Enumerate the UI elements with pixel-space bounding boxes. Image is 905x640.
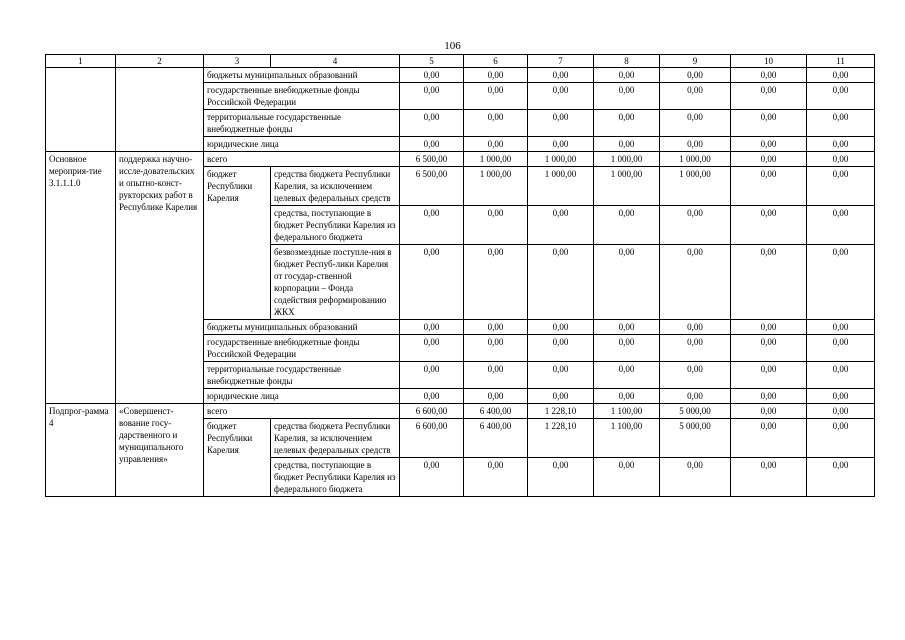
source-label: бюджеты муниципальных образований [204,68,400,83]
value-cell: 1 100,00 [594,404,660,419]
value-cell: 0,00 [528,137,594,152]
value-cell: 0,00 [807,152,875,167]
value-cell: 0,00 [731,83,807,110]
value-cell: 1 000,00 [528,167,594,206]
value-cell: 6 600,00 [400,404,464,419]
value-cell: 0,00 [660,83,731,110]
value-cell: 0,00 [400,458,464,497]
value-cell: 1 000,00 [464,167,528,206]
total-label: всего [204,152,400,167]
budget-label: бюджет Республики Карелия [204,167,271,320]
total-label: всего [204,404,400,419]
value-cell: 0,00 [594,68,660,83]
value-cell: 0,00 [400,68,464,83]
value-cell: 0,00 [731,419,807,458]
value-cell: 1 228,10 [528,404,594,419]
value-cell: 1 228,10 [528,419,594,458]
value-cell: 0,00 [400,320,464,335]
column-header: 9 [660,55,731,68]
source-label: юридические лица [204,137,400,152]
value-cell: 0,00 [594,335,660,362]
value-cell: 0,00 [400,335,464,362]
value-cell: 0,00 [464,458,528,497]
value-cell: 6 500,00 [400,152,464,167]
value-cell: 0,00 [807,167,875,206]
value-cell: 5 000,00 [660,419,731,458]
column-header: 1 [46,55,116,68]
source-label: территориальные государственные внебюджетные фонды [204,110,400,137]
source-label: территориальные государственные внебюджетные фонды [204,362,400,389]
table-row [46,404,875,419]
value-cell: 5 000,00 [660,404,731,419]
value-cell: 0,00 [594,389,660,404]
value-cell: 0,00 [594,137,660,152]
value-cell: 0,00 [464,83,528,110]
value-cell: 1 000,00 [594,167,660,206]
value-cell: 6 400,00 [464,404,528,419]
value-cell: 0,00 [807,389,875,404]
source-label: государственные внебюджетные фонды Российской Федерации [204,335,400,362]
value-cell: 0,00 [660,137,731,152]
source-label: средства, поступающие в бюджет Республики Карелия из федерального бюджета [271,206,400,245]
continuation-col2 [116,68,204,152]
value-cell: 0,00 [594,206,660,245]
value-cell: 0,00 [528,458,594,497]
value-cell: 0,00 [400,362,464,389]
value-cell: 0,00 [731,458,807,497]
value-cell: 0,00 [807,458,875,497]
value-cell: 0,00 [807,83,875,110]
column-header: 5 [400,55,464,68]
value-cell: 0,00 [731,206,807,245]
source-label: средства бюджета Республики Карелия, за исключением целевых федеральных средств [271,167,400,206]
value-cell: 1 000,00 [528,152,594,167]
column-header: 3 [204,55,271,68]
value-cell: 0,00 [807,320,875,335]
value-cell: 0,00 [731,152,807,167]
value-cell: 0,00 [807,68,875,83]
value-cell: 0,00 [594,110,660,137]
source-label: безвозмездные поступле-ния в бюджет Респуб-лики Карелия от государ-ственной корпорации – Фонда содействия реформированию ЖКХ [271,245,400,320]
value-cell: 0,00 [660,335,731,362]
value-cell: 0,00 [807,245,875,320]
value-cell: 1 000,00 [660,152,731,167]
value-cell: 6 600,00 [400,419,464,458]
value-cell: 6 500,00 [400,167,464,206]
value-cell: 1 000,00 [594,152,660,167]
value-cell: 0,00 [660,68,731,83]
value-cell: 0,00 [464,110,528,137]
value-cell: 0,00 [807,137,875,152]
value-cell: 0,00 [594,245,660,320]
value-cell: 0,00 [464,245,528,320]
value-cell: 0,00 [660,389,731,404]
column-header: 7 [528,55,594,68]
value-cell: 0,00 [807,206,875,245]
source-label: юридические лица [204,389,400,404]
value-cell: 0,00 [528,389,594,404]
value-cell: 0,00 [464,68,528,83]
value-cell: 0,00 [731,110,807,137]
value-cell: 0,00 [807,335,875,362]
table-row [46,55,875,68]
value-cell: 0,00 [400,137,464,152]
value-cell: 0,00 [400,206,464,245]
value-cell: 0,00 [660,362,731,389]
value-cell: 0,00 [660,245,731,320]
value-cell: 0,00 [528,83,594,110]
column-header: 4 [271,55,400,68]
activity-name: поддержка научно-иссле-довательских и опытно-конст-рукторских работ в Республике Карелия [116,152,204,404]
activity-name: «Совершенст-вование госу-дарственного и муниципального управления» [116,404,204,497]
value-cell: 1 000,00 [660,167,731,206]
activity-code: Основное мероприя-тие 3.1.1.1.0 [46,152,116,404]
value-cell: 0,00 [400,83,464,110]
value-cell: 0,00 [660,320,731,335]
value-cell: 0,00 [464,320,528,335]
value-cell: 0,00 [464,389,528,404]
budget-table [45,54,875,497]
source-label: государственные внебюджетные фонды Российской Федерации [204,83,400,110]
value-cell: 0,00 [807,362,875,389]
column-header: 10 [731,55,807,68]
column-header: 2 [116,55,204,68]
value-cell: 0,00 [400,389,464,404]
value-cell: 0,00 [731,320,807,335]
value-cell: 0,00 [731,245,807,320]
value-cell: 0,00 [594,83,660,110]
value-cell: 0,00 [731,335,807,362]
value-cell: 0,00 [464,137,528,152]
value-cell: 0,00 [528,245,594,320]
value-cell: 0,00 [807,110,875,137]
activity-code: Подпрог-рамма 4 [46,404,116,497]
value-cell: 0,00 [807,404,875,419]
value-cell: 0,00 [528,110,594,137]
value-cell: 0,00 [660,110,731,137]
column-header: 8 [594,55,660,68]
value-cell: 0,00 [464,362,528,389]
value-cell: 0,00 [400,110,464,137]
value-cell: 0,00 [400,245,464,320]
column-header: 6 [464,55,528,68]
continuation-col1 [46,68,116,152]
page-number: 106 [444,40,461,52]
budget-label: бюджет Республики Карелия [204,419,271,497]
value-cell: 0,00 [528,320,594,335]
source-label: бюджеты муниципальных образований [204,320,400,335]
value-cell: 0,00 [731,404,807,419]
value-cell: 0,00 [594,320,660,335]
value-cell: 0,00 [528,335,594,362]
value-cell: 0,00 [731,167,807,206]
value-cell: 0,00 [464,206,528,245]
value-cell: 0,00 [464,335,528,362]
value-cell: 1 000,00 [464,152,528,167]
source-label: средства бюджета Республики Карелия, за исключением целевых федеральных средств [271,419,400,458]
value-cell: 0,00 [594,458,660,497]
value-cell: 0,00 [731,137,807,152]
table-row [46,68,875,83]
value-cell: 0,00 [528,362,594,389]
value-cell: 0,00 [731,68,807,83]
value-cell: 0,00 [528,68,594,83]
value-cell: 0,00 [660,458,731,497]
value-cell: 0,00 [731,389,807,404]
value-cell: 0,00 [594,362,660,389]
value-cell: 1 100,00 [594,419,660,458]
source-label: средства, поступающие в бюджет Республики Карелия из федерального бюджета [271,458,400,497]
value-cell: 0,00 [807,419,875,458]
value-cell: 0,00 [731,362,807,389]
table-row [46,152,875,167]
value-cell: 0,00 [528,206,594,245]
value-cell: 6 400,00 [464,419,528,458]
value-cell: 0,00 [660,206,731,245]
column-header: 11 [807,55,875,68]
